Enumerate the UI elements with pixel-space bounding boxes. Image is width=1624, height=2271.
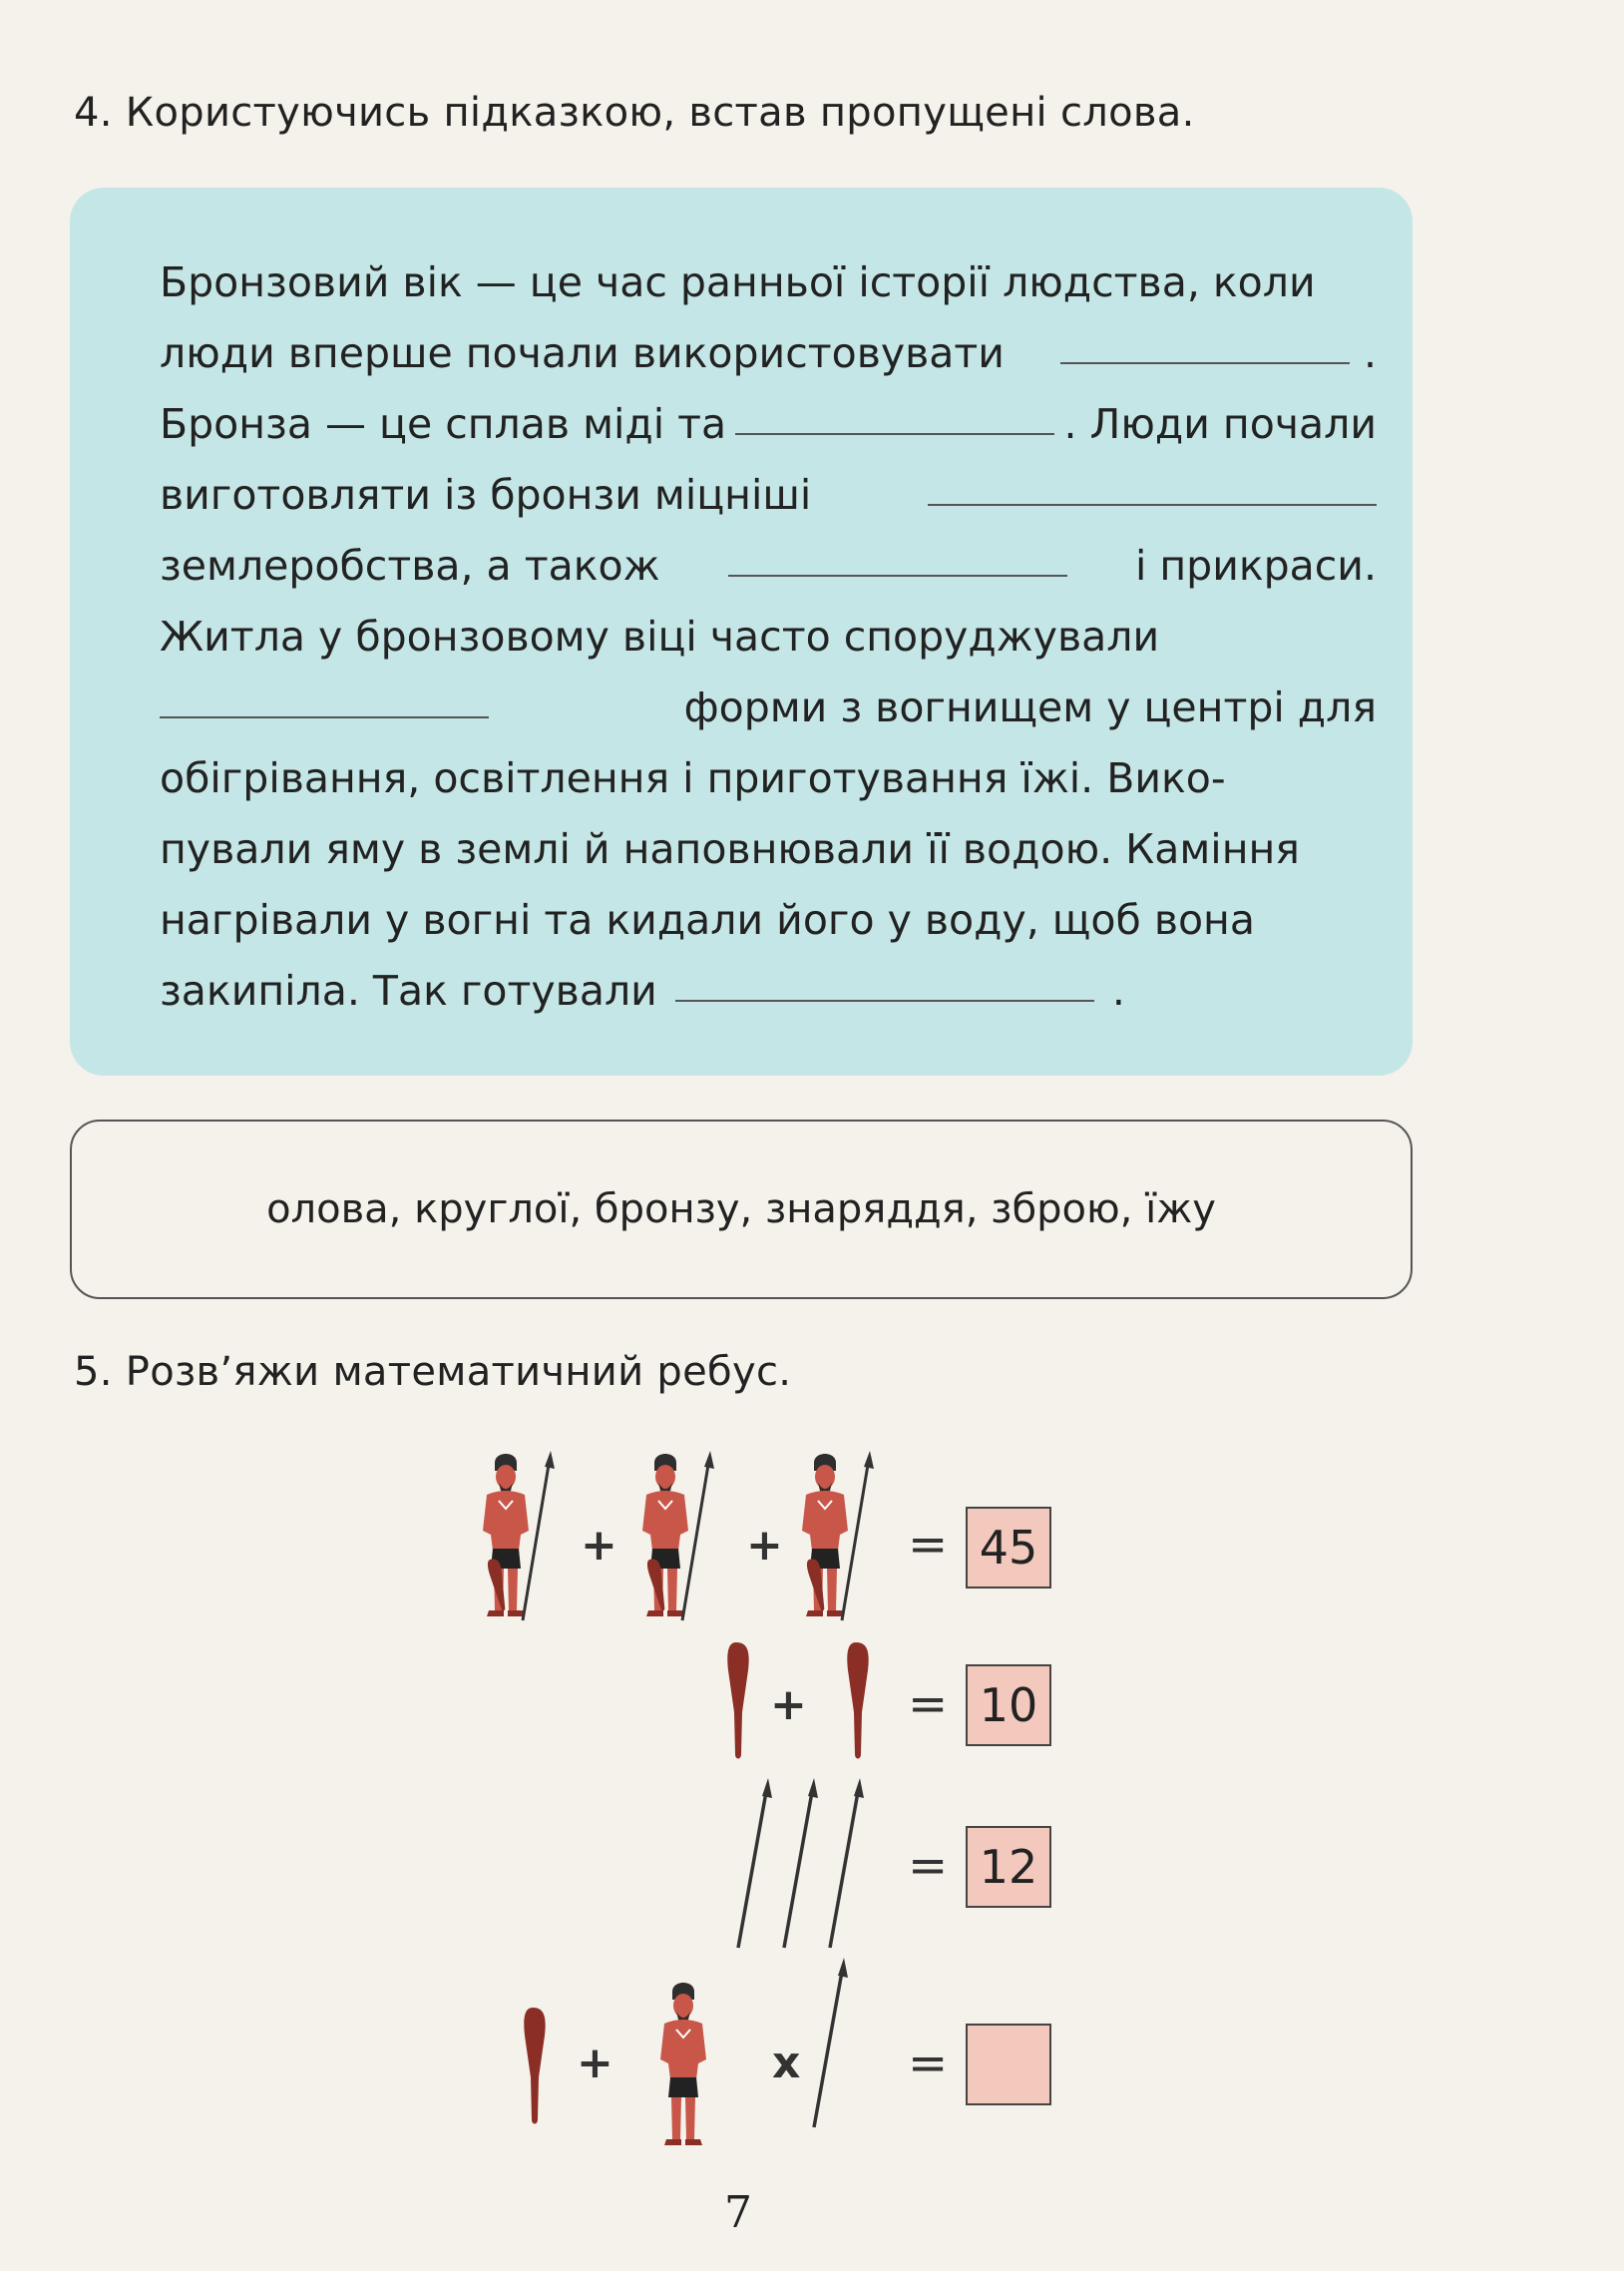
blank-3[interactable] — [928, 460, 1377, 506]
text-line-11: закипіла. Так готували . — [160, 956, 1377, 1027]
club-icon — [847, 1642, 868, 1759]
warrior-icon — [642, 1451, 714, 1620]
multiply-sign: x — [772, 2038, 801, 2088]
answer-box-1[interactable]: 45 — [966, 1507, 1051, 1589]
text-line-7: форми з вогнищем у центрі для — [160, 673, 1377, 743]
rebus-row-4-figures — [517, 1958, 896, 2147]
answer-box-3[interactable]: 12 — [966, 1826, 1051, 1908]
club-icon — [727, 1642, 748, 1759]
plus-sign: + — [577, 2038, 613, 2088]
text-line-6: Житла у бронзовому віці часто споруджували — [160, 613, 1160, 661]
text-line-5: землеробства, а також і прикраси. — [160, 531, 1377, 602]
fill-in-text-box — [70, 188, 1413, 1076]
blank-5[interactable] — [160, 673, 489, 718]
spear-icon — [830, 1778, 864, 1948]
hint-words: олова, круглої, бронзу, знаряддя, зброю, їжу — [266, 1186, 1216, 1232]
club-icon — [524, 2008, 545, 2124]
task-5-title: 5. Розв’яжи математичний ребус. — [74, 1349, 792, 1395]
blank-1[interactable] — [1060, 318, 1350, 364]
blank-4[interactable] — [728, 531, 1067, 577]
spear-icon — [784, 1778, 818, 1948]
task-4-title: 4. Користуючись підказкою, встав пропущені слова. — [74, 90, 1195, 136]
text-line-9: пували яму в землі й наповнювали її водою. Каміння — [160, 825, 1300, 873]
text-line-10: нагрівали у вогні та кидали його у воду, щоб вона — [160, 896, 1255, 944]
answer-box-2[interactable]: 10 — [966, 1664, 1051, 1746]
warrior-icon — [802, 1451, 874, 1620]
warrior-icon — [483, 1451, 555, 1620]
rebus-row-1-figures — [477, 1451, 896, 1630]
equals-sign: = — [908, 2036, 949, 2091]
plus-sign: + — [746, 1520, 783, 1571]
text-line-4: виготовляти із бронзи міцніші — [160, 460, 1377, 531]
rebus-row-3-figures — [736, 1778, 906, 1956]
answer-box-4[interactable] — [966, 2024, 1051, 2105]
equals-sign: = — [908, 1838, 949, 1894]
blank-6[interactable] — [675, 956, 1094, 1002]
equals-sign: = — [908, 1517, 949, 1573]
text-line-2: люди вперше почали використовувати . — [160, 318, 1377, 389]
blank-2[interactable] — [735, 389, 1054, 435]
plus-sign: + — [770, 1679, 807, 1730]
equals-sign: = — [908, 1676, 949, 1732]
spear-icon — [814, 1958, 848, 2127]
text-line-8: обігрівання, освітлення і приготування їжі. Вико- — [160, 754, 1226, 802]
text-line-1: Бронзовий вік — це час ранньої історії людства, коли — [160, 258, 1316, 306]
plus-sign: + — [581, 1520, 617, 1571]
word-hint-box — [70, 1120, 1413, 1299]
page-number: 7 — [724, 2187, 752, 2238]
text-line-3: Бронза — це сплав міді та . Люди почали — [160, 389, 1377, 460]
spear-icon — [738, 1778, 772, 1948]
man-icon — [660, 1983, 706, 2145]
